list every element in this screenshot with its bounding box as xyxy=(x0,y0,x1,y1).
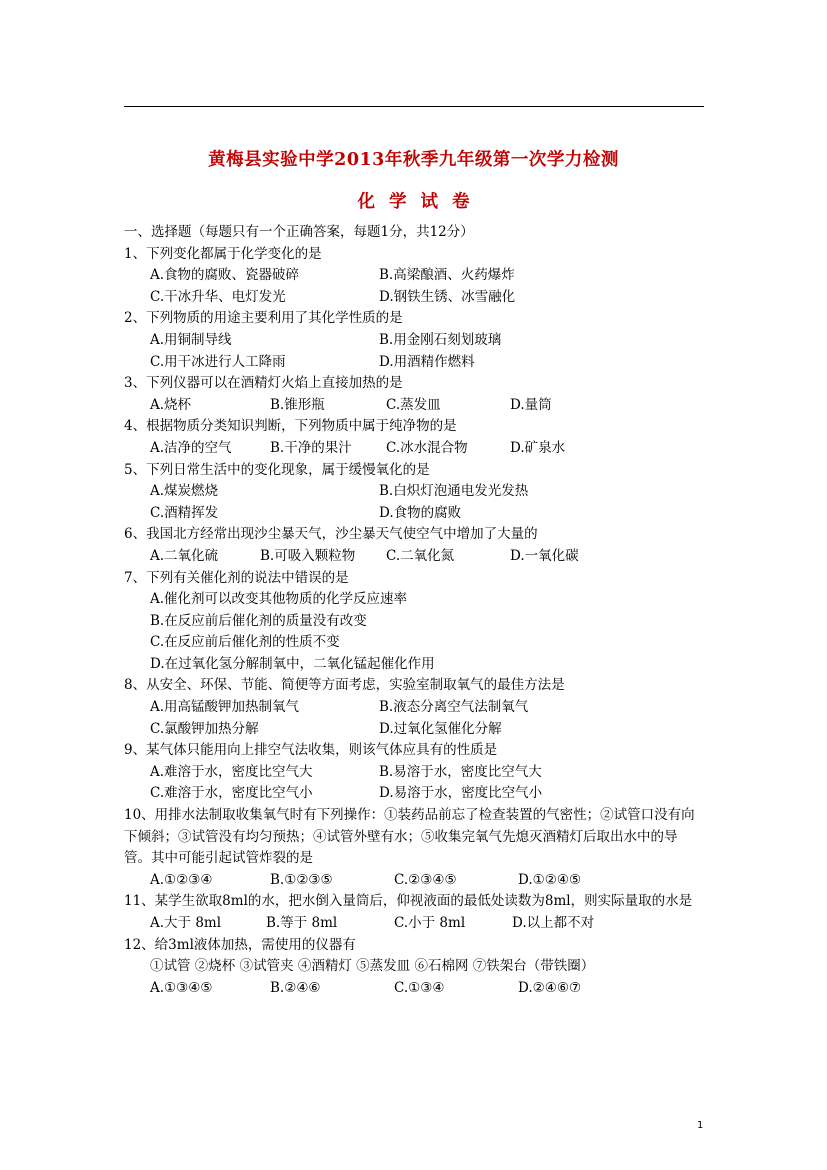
exam-title: 黄梅县实验中学2013年秋季九年级第一次学力检测 xyxy=(208,150,619,170)
option-a: A.洁净的空气 xyxy=(150,439,232,456)
question-stem: 7、下列有关催化剂的说法中错误的是 xyxy=(124,569,349,586)
question-stem: 11、某学生欲取8ml的水，把水倒入量筒后，仰视液面的最低处读数为8ml，则实际量取的水是 xyxy=(124,893,693,910)
option-row xyxy=(124,330,704,352)
option-a: A.煤炭燃烧 xyxy=(150,483,219,500)
option-a: A.食物的腐败、瓷器破碎 xyxy=(150,267,300,284)
option-b: B.等于 8ml xyxy=(266,915,338,931)
option-a: A.大于 8ml xyxy=(150,915,222,931)
option-d: D.②④⑥⑦ xyxy=(518,979,582,996)
exam-subtitle: 化学试卷 xyxy=(357,192,484,212)
option-d: D.矿泉水 xyxy=(510,439,566,456)
option-c: C.蒸发皿 xyxy=(386,396,441,413)
option-row xyxy=(124,352,704,374)
option-row xyxy=(124,654,704,676)
question-stem: 3、下列仪器可以在酒精灯火焰上直接加热的是 xyxy=(124,375,403,392)
option-row xyxy=(124,395,704,417)
option-row xyxy=(124,870,704,892)
option-a: A.用铜制导线 xyxy=(150,331,232,348)
option-row xyxy=(124,783,704,805)
option-d: D.易溶于水，密度比空气小 xyxy=(379,785,543,802)
option-b: B.用金刚石刻划玻璃 xyxy=(379,331,502,348)
page-number: 1 xyxy=(697,1120,704,1131)
option-a: A.用高锰酸钾加热制氧气 xyxy=(150,699,300,716)
option-d: D.食物的腐败 xyxy=(379,504,462,521)
option-c: C.②③④⑤ xyxy=(394,871,457,888)
option-c: C.小于 8ml xyxy=(394,915,466,931)
question-stem: 10、用排水法制取收集氧气时有下列操作：①装药品前忘了检查装置的气密性；②试管口没有向下倾斜；③试管没有均匀预热；④试管外壁有水；⑤收集完氧气先熄灭酒精灯后取出水中的导管。其中可能引起试管炸裂的是 xyxy=(124,807,695,867)
question-stem: 8、从安全、环保、节能、简便等方面考虑，实验室制取氧气的最佳方法是 xyxy=(124,677,565,694)
option-d: D.一氧化碳 xyxy=(510,547,579,564)
option-d: D.过氧化氢催化分解 xyxy=(379,720,502,737)
option-b: B.高梁酿酒、火药爆炸 xyxy=(379,267,515,284)
option-c: C.酒精挥发 xyxy=(150,504,219,521)
option-d: D.在过氧化氢分解制氧中，二氧化锰起催化作用 xyxy=(150,655,435,672)
question-stem: 2、下列物质的用途主要利用了其化学性质的是 xyxy=(124,310,403,327)
option-a: A.烧杯 xyxy=(150,396,192,413)
option-row xyxy=(124,287,704,309)
option-c: C.难溶于水，密度比空气小 xyxy=(150,785,313,802)
option-d: D.用酒精作燃料 xyxy=(379,353,475,370)
option-row xyxy=(124,719,704,741)
option-row xyxy=(124,265,704,287)
question-stem: 5、下列日常生活中的变化现象，属于缓慢氧化的是 xyxy=(124,461,430,478)
option-a: A.①②③④ xyxy=(150,871,213,888)
option-b: B.锥形瓶 xyxy=(270,396,325,413)
option-d: D.量筒 xyxy=(510,396,552,413)
option-row xyxy=(124,438,704,460)
question-stem: 9、某气体只能用向上排空气法收集，则该气体应具有的性质是 xyxy=(124,742,498,759)
option-row xyxy=(124,913,704,935)
option-c: C.二氧化氮 xyxy=(386,547,455,564)
option-b: B.干净的果汁 xyxy=(270,439,352,456)
option-row xyxy=(124,762,704,784)
question-stem: 12、给3ml液体加热，需使用的仪器有 xyxy=(124,936,356,953)
question-stem: 4、根据物质分类知识判断，下列物质中属于纯净物的是 xyxy=(124,418,457,435)
instrument-list: ①试管 ②烧杯 ③试管夹 ④酒精灯 ⑤蒸发皿 ⑥石棉网 ⑦铁架台（带铁圈） xyxy=(150,958,595,975)
option-b: B.①②③⑤ xyxy=(270,871,333,888)
option-c: C.①③④ xyxy=(394,979,445,996)
option-row xyxy=(124,503,704,525)
option-b: B.在反应前后催化剂的质量没有改变 xyxy=(150,612,367,629)
option-row xyxy=(124,697,704,719)
option-c: C.冰水混合物 xyxy=(386,439,468,456)
option-row xyxy=(124,632,704,654)
option-d: D.以上都不对 xyxy=(512,915,595,931)
header-rule xyxy=(124,106,704,107)
option-d: D.钢铁生锈、冰雪融化 xyxy=(379,288,516,305)
option-b: B.白炽灯泡通电发光发热 xyxy=(379,483,529,500)
option-row xyxy=(124,589,704,611)
option-row xyxy=(124,611,704,633)
option-row xyxy=(124,978,704,1000)
question-stem: 6、我国北方经常出现沙尘暴天气，沙尘暴天气使空气中增加了大量的 xyxy=(124,526,538,543)
option-c: C.干冰升华、电灯发光 xyxy=(150,288,286,305)
option-row xyxy=(124,546,704,568)
option-b: B.②④⑥ xyxy=(270,979,321,996)
option-b: B.液态分离空气法制氧气 xyxy=(379,699,529,716)
option-c: C.用干冰进行人工降雨 xyxy=(150,353,286,370)
option-row xyxy=(124,481,704,503)
option-a: A.难溶于水，密度比空气大 xyxy=(150,763,313,780)
option-a: A.二氧化硫 xyxy=(150,547,219,564)
option-a: A.①③④⑤ xyxy=(150,979,213,996)
option-c: C.氯酸钾加热分解 xyxy=(150,720,259,737)
question-stem: 1、下列变化都属于化学变化的是 xyxy=(124,245,322,262)
section-heading: 一、选择题（每题只有一个正确答案，每题1分，共12分） xyxy=(124,224,474,240)
option-a: A.催化剂可以改变其他物质的化学反应速率 xyxy=(150,591,408,608)
option-c: C.在反应前后催化剂的性质不变 xyxy=(150,634,340,651)
option-b: B.易溶于水，密度比空气大 xyxy=(379,763,542,780)
option-d: D.①②④⑤ xyxy=(518,871,582,888)
question-list xyxy=(124,222,704,999)
option-b: B.可吸入颗粒物 xyxy=(260,547,356,564)
option-row xyxy=(124,956,704,978)
